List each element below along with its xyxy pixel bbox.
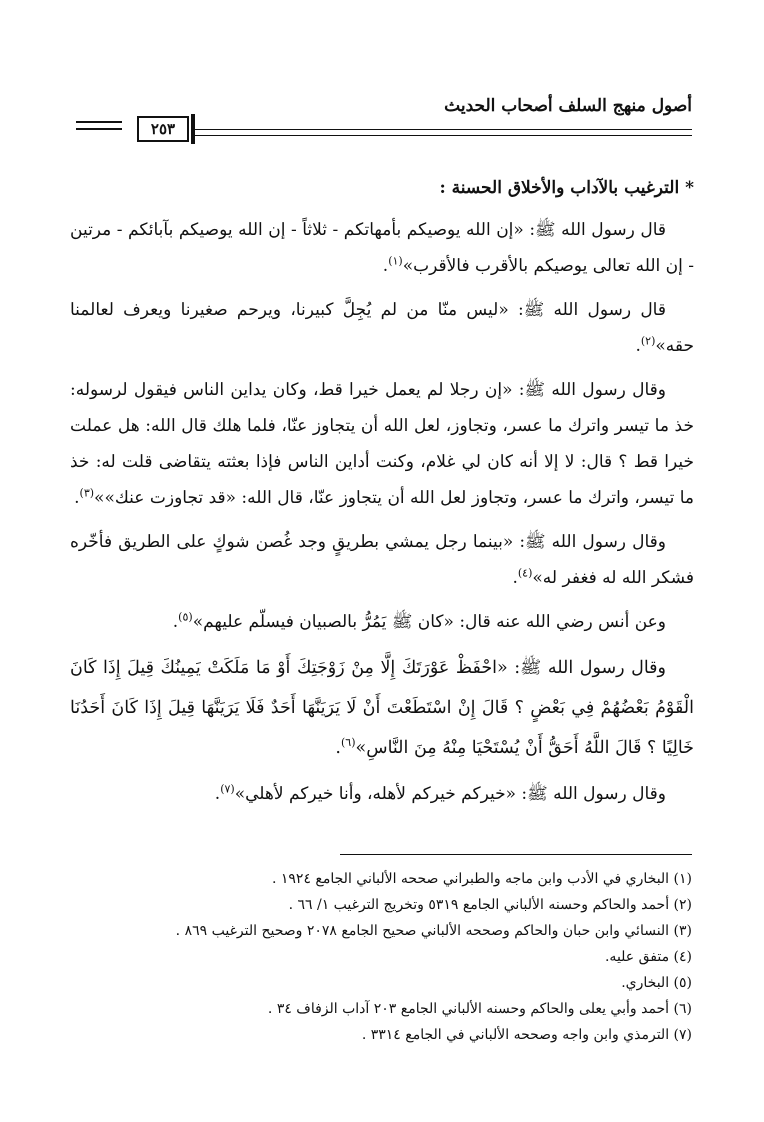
page-number: ٢٥٣ — [137, 116, 189, 142]
footnotes — [70, 866, 692, 1048]
footnote-ref: (١) — [388, 254, 403, 268]
main-text — [70, 170, 694, 820]
paragraph-end: . — [382, 256, 389, 276]
paragraph-text: وقال رسول الله ﷺ: «إن رجلا لم يعمل خيرا قط، وكان يداين الناس فيقول لرسوله: خذ ما تيسر واترك ما عسر، وتجاوز، لعل الله أن يتجاوز عنّا، فلما هلك قال الله: هل عملت خيرا قط ؟ قال: لا إلا أنه كان لي غلام، وكنت أداين الناس فإذا بعثته يتقاضى قلت له: خذ ما تيسر، واترك ما عسر، وتجاوز لعل الله أن يتجاوز عنّا، قال الله: «قد تجاوزت عنك»» — [70, 380, 694, 508]
footnote-ref: (٥) — [178, 610, 193, 624]
footnote-ref: (٢) — [640, 334, 656, 348]
hadith-paragraph — [70, 524, 694, 596]
footnote-ref: (٤) — [517, 566, 533, 580]
paragraph-text: قال رسول الله ﷺ: «إن الله يوصيكم بأمهاتكم - ثلاثاً - إن الله يوصيكم بآبائكم - مرتين - إن الله تعالى يوصيكم بالأقرب فالأقرب» — [70, 220, 694, 276]
hadith-paragraph-vocalized — [70, 648, 694, 768]
footnote: (٧) الترمذي وابن واجه وصححه الألباني في الجامع ٣٣١٤ . — [361, 1027, 692, 1043]
footnote: (٤) متفق عليه. — [604, 949, 692, 965]
paragraph-text: وقال رسول الله ﷺ: «بينما رجل يمشي بطريقٍ وجد غُصن شوكٍ على الطريق فأخّره فشكر الله له فغفر له» — [70, 532, 694, 588]
footnote-separator — [340, 854, 692, 855]
paragraph-end: . — [172, 612, 179, 632]
paragraph-end: . — [335, 738, 341, 758]
footnote: (٣) النسائي وابن حبان والحاكم وصححه الألباني صحيح الجامع ٢٠٧٨ وصحيح الترغيب ٨٦٩ . — [175, 923, 692, 939]
running-header-title: أصول منهج السلف أصحاب الحديث — [444, 96, 692, 116]
header-rule-right-bottom — [195, 135, 692, 136]
paragraph-text: وعن أنس رضي الله عنه قال: «كان ﷺ يَمُرُّ بالصبيان فيسلّم عليهم» — [192, 612, 666, 632]
header-rule-left-bottom — [76, 128, 122, 130]
hadith-paragraph — [70, 372, 694, 516]
section-heading: * الترغيب بالآداب والأخلاق الحسنة : — [439, 178, 694, 198]
hadith-paragraph — [70, 776, 694, 812]
footnote: (٦) أحمد وأبي يعلى والحاكم وحسنه الألباني الجامع ٢٠٣ آداب الزفاف ٣٤ . — [267, 1001, 692, 1017]
paragraph-end: . — [214, 784, 221, 804]
footnote: (٥) البخاري. — [621, 975, 692, 991]
paragraph-text: قال رسول الله ﷺ: «ليس منّا من لم يُجِلَّ كبيرنا، ويرحم صغيرنا ويعرف لعالمنا حقه» — [70, 300, 694, 356]
hadith-paragraph — [70, 292, 694, 364]
footnote: (١) البخاري في الأدب وابن ماجه والطبراني صححه الألباني الجامع ١٩٢٤ . — [271, 871, 692, 887]
header-rule-left-top — [76, 121, 122, 123]
hadith-paragraph — [70, 212, 694, 284]
paragraph-text: وقال رسول الله ﷺ: «احْفَظْ عَوْرَتَكَ إِلَّا مِنْ زَوْجَتِكَ أَوْ مَا مَلَكَتْ يَمِينُكَ قِيلَ إِذَا كَانَ الْقَوْمُ بَعْضُهُمْ فِي بَعْضٍ ؟ قَالَ إِنْ اسْتَطَعْتَ أَنْ لَا يَرَيَنَّهَا أَحَدٌ فَلَا يَرَيَنَّهَا قِيلَ إِذَا كَانَ أَحَدُنَا خَالِيًا ؟ قَالَ اللَّهُ أَحَقُّ أَنْ يُسْتَحْيَا مِنْهُ مِنَ النَّاسِ» — [70, 658, 694, 758]
paragraph-end: . — [512, 568, 518, 588]
footnote: (٢) أحمد والحاكم وحسنه الألباني الجامع ٥٣١٩ وتخريج الترغيب ١/ ٦٦ . — [288, 897, 692, 913]
paragraph-text: وقال رسول الله ﷺ: «خيركم خيركم لأهله، وأنا خيركم لأهلي» — [234, 784, 666, 804]
paragraph-end: . — [74, 488, 80, 508]
hadith-paragraph — [70, 604, 694, 640]
footnote-ref: (٣) — [79, 486, 95, 500]
footnote-ref: (٧) — [220, 782, 235, 796]
paragraph-end: . — [635, 336, 641, 356]
footnote-ref: (٦) — [340, 736, 356, 750]
header-rule-right-top — [195, 129, 692, 130]
